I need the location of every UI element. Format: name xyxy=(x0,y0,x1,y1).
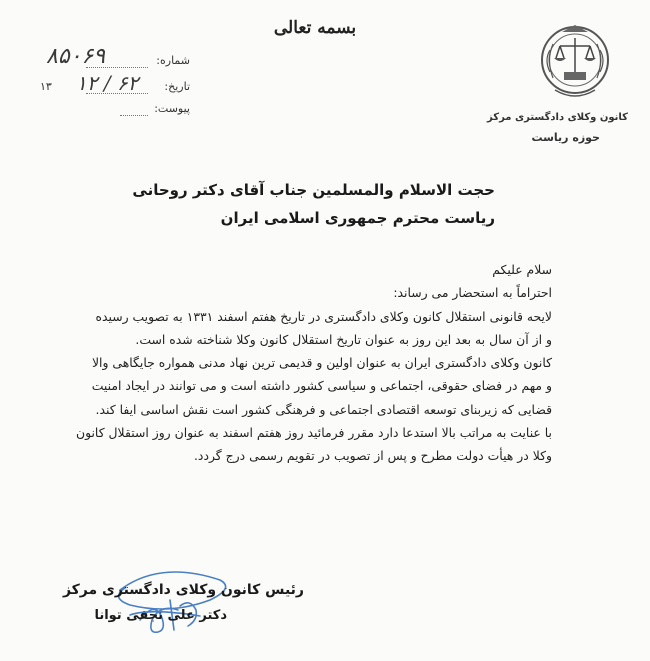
date-label: تاریخ: xyxy=(164,80,190,93)
addressee-line-1: حجت الاسلام والمسلمین جناب آقای دکتر روحانی xyxy=(132,181,495,199)
body-line: و از آن سال به بعد این روز به عنوان تاریخ استقلال کانون وکلا شناخته شده است. xyxy=(135,331,552,347)
attachment-row xyxy=(40,100,190,120)
organization-name: کانون وکلای دادگستری مرکز xyxy=(487,112,628,123)
number-label: شماره: xyxy=(156,54,190,67)
body-line: کانون وکلای دادگستری ایران به عنوان اولین و قدیمی ترین نهاد مدنی همواره جایگاهی والا xyxy=(91,355,552,371)
organization-department: حوزه ریاست xyxy=(531,131,600,144)
body-line: سلام علیکم xyxy=(492,262,552,277)
body-line: و مهم در فضای حقوقی، اجتماعی و سیاسی کشور داشته است و می توانند در ایجاد امنیت xyxy=(91,378,552,394)
attachment-label: پیوست: xyxy=(154,102,190,115)
body-line: قضایی که زیربنای توسعه اقتصادی اجتماعی و فرهنگی کشور است نقش اساسی ایفا کند. xyxy=(95,401,552,417)
letter-number-row xyxy=(40,44,190,72)
body-line: وکلا در هیأت دولت مطرح و پس از تصویب در تقویم رسمی درج گردد. xyxy=(193,448,552,464)
body-line: احتراماً به استحضار می رساند: xyxy=(393,285,552,301)
date-handwritten: ۱۲ / ۶۲ xyxy=(76,71,139,95)
addressee-line-2: ریاست محترم جمهوری اسلامی ایران xyxy=(220,209,495,227)
signatory-title: رئیس کانون وکلای دادگستری مرکز xyxy=(62,582,304,598)
signatory-name: دکتر علی نجفی توانا xyxy=(94,608,227,623)
body-line: با عنایت به مراتب بالا استدعا دارد مقرر فرمائید روز هفتم اسفند به عنوان روز استقلال کانون xyxy=(75,425,552,441)
date-year: ۱۳ xyxy=(40,80,52,93)
body-line: لایحه قانونی استقلال کانون وکلای دادگستری در تاریخ هفتم اسفند ۱۳۳۱ به تصویب رسیده xyxy=(95,308,552,324)
letter-date-row xyxy=(40,71,190,98)
bar-association-emblem-icon xyxy=(540,20,610,108)
bismillah-heading: بسمه تعالی xyxy=(273,18,357,38)
letter-body xyxy=(68,258,552,468)
letter-number-value: ۸۵۰۶۹ xyxy=(46,44,106,69)
handwritten-signature xyxy=(100,560,240,645)
